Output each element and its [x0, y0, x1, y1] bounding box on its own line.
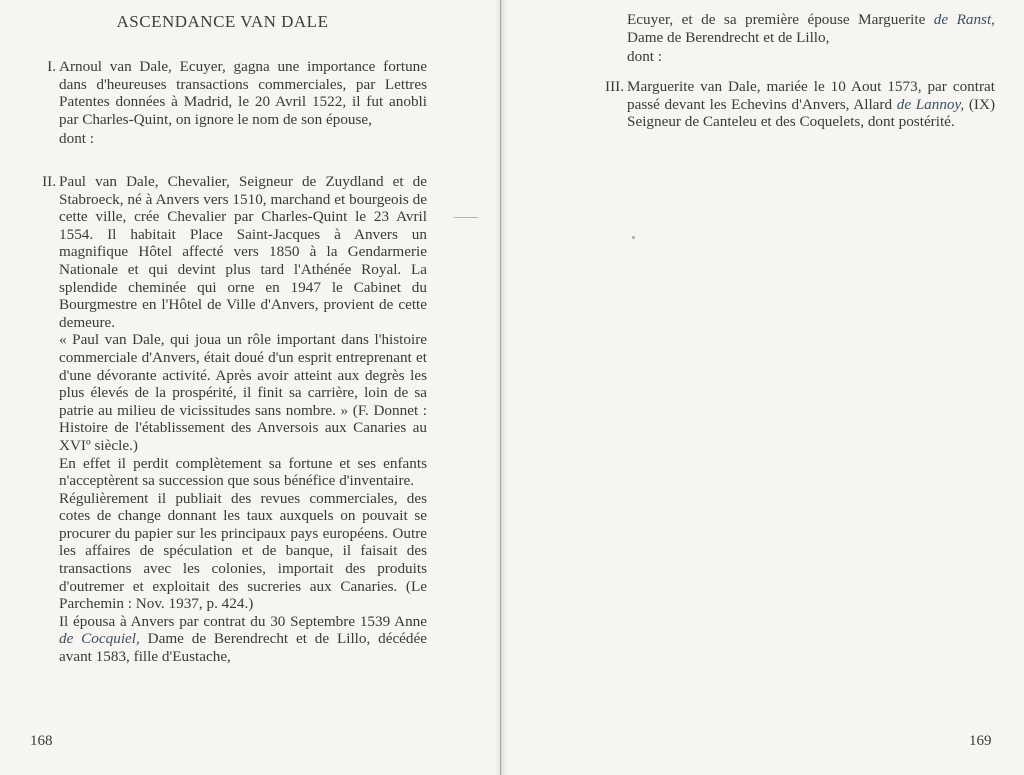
entry-paragraph-3: En effet il perdit complètement sa fortune et ses enfants n'acceptèrent sa succession que sous bénéfice d'inventaire.	[59, 454, 427, 490]
entry-dont: dont :	[59, 130, 95, 148]
text-run: Marguerite van Dale, mariée le 10 Aout 1573, par contrat passé devant les Echevins d'Anvers, Allard	[627, 78, 995, 113]
entry-paragraph-1: Paul van Dale, Chevalier, Seigneur de Zuydland et de Stabroeck, né à Anvers vers 1510, marchand et bourgeois de cette ville, crée Chevalier par Charles-Quint le 23 Avril 1554. Il habitait Place Saint-Jacques à Anvers un magnifique Hôtel affecté vers 1850 à la Gendarmerie Nationale et qui devint plus tard l'Athénée Royal. La splendide cheminée qui orne en 1947 le Cabinet du Bourgmestre en l'Hôtel de Ville d'Anvers, provient de cette demeure.	[59, 173, 427, 331]
page-number-right: 169	[969, 733, 992, 749]
entry-number: II.	[42, 173, 56, 190]
genealogy-entry-1	[47, 58, 427, 148]
gutter-mark	[454, 217, 478, 218]
text-run: Dame de Berendrecht et de Lillo, décédée avant 1583, fille d'Eustache,	[59, 630, 427, 666]
spouse-name: de Cocquiel,	[59, 630, 140, 648]
entry-2-continuation	[627, 11, 995, 66]
entry-paragraph-5	[59, 613, 427, 666]
text-run: Ecuyer, et de sa première épouse Marguerite	[627, 11, 934, 28]
left-page	[0, 0, 500, 775]
page-number-left: 168	[30, 733, 53, 749]
paper-speck	[632, 236, 635, 239]
text-run: Dame de Berendrecht et de Lillo,	[627, 28, 830, 46]
spouse-name: de Lannoy,	[896, 95, 965, 113]
entry-paragraph-4: Régulièrement il publiait des revues commerciales, des cotes de change donnant les taux auxquels on pouvait se procurer du papier sur les principaux pays européens. Outre les affaires de spéculation et de banque, il faisait des transactions avec les colonies, importait des produits d'outremer et exploitait des sucreries aux Canaries. (Le Parchemin : Nov. 1937, p. 424.)	[59, 489, 427, 613]
genealogy-entry-2	[42, 173, 427, 666]
text-run: Il épousa à Anvers par contrat du 30 Septembre 1539 Anne	[59, 612, 427, 630]
entry-text: Arnoul van Dale, Ecuyer, gagna une importance fortune dans d'heureuses transactions commerciales, par Lettres Patentes données à Madrid, le 20 Avril 1522, il fut anobli par Charles-Quint, on ignore le nom de son épouse,	[59, 58, 427, 128]
entry-paragraph-quote: « Paul van Dale, qui joua un rôle important dans l'histoire commerciale d'Anvers, était doué d'un esprit entreprenant et d'une dévorante activité. Après avoir atteint aux degrès les plus élevés de la prospérité, il finit sa carrière, loin de sa patrie au milieu de vicissitudes sans nombre. » (F. Donnet : Histoire de l'établissement des Anversois aux Canaries au XVIº siècle.)	[59, 331, 427, 454]
entry-dont: dont :	[627, 48, 663, 66]
mother-name: de Ranst,	[933, 11, 995, 28]
entry-number: I.	[47, 58, 56, 75]
text-run: (IX) Seigneur de Canteleu et des Coquelets, dont postérité.	[627, 95, 995, 131]
continuation-text	[627, 11, 995, 46]
entry-number: III.	[605, 78, 624, 95]
page-heading: ASCENDANCE VAN DALE	[116, 12, 329, 31]
entry-text	[627, 78, 995, 131]
genealogy-entry-3	[605, 78, 995, 131]
